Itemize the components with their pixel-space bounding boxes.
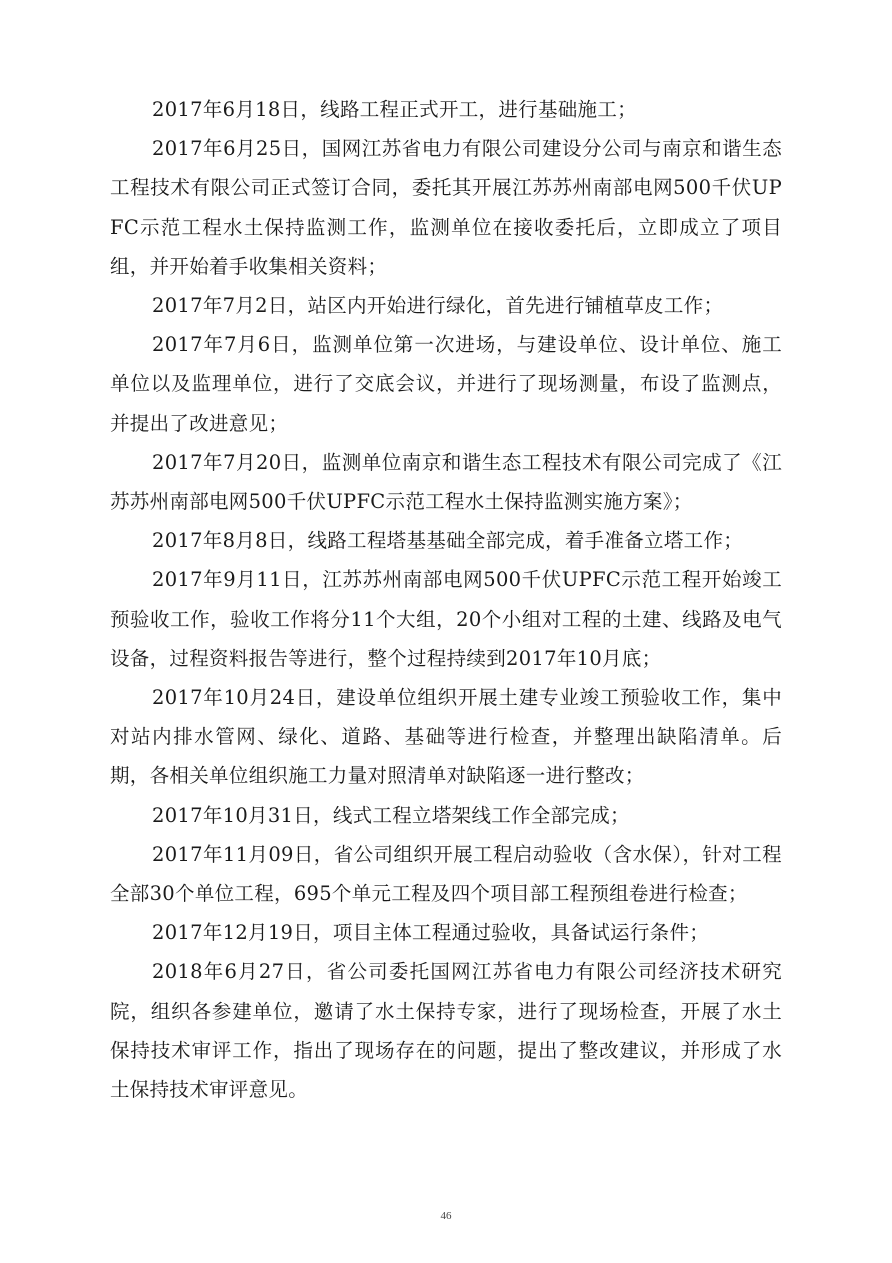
body-text bbox=[110, 90, 782, 1109]
paragraph-2018-06-27: 2018年6月27日，省公司委托国网江苏省电力有限公司经济技术研究院，组织各参建单位，邀请了水土保持专家，进行了现场检查，开展了水土保持技术审评工作，指出了现场存在的问题，提出了整改建议，并形成了水土保持技术审评意见。 bbox=[110, 960, 782, 1102]
paragraph-2017-12-19: 2017年12月19日，项目主体工程通过验收，具备试运行条件； bbox=[152, 921, 710, 945]
paragraph-2017-10-31: 2017年10月31日，线式工程立塔架线工作全部完成； bbox=[152, 803, 630, 827]
paragraph-2017-07-02: 2017年7月2日，站区内开始进行绿化，首先进行铺植草皮工作； bbox=[152, 294, 724, 318]
paragraph-2017-06-18: 2017年6月18日，线路工程正式开工，进行基础施工； bbox=[152, 98, 637, 121]
paragraph-2017-07-20: 2017年7月20日，监测单位南京和谐生态工程技术有限公司完成了《江苏苏州南部电网500千伏UPFC示范工程水土保持监测实施方案》； bbox=[110, 450, 782, 514]
paragraph-2017-07-06: 2017年7月6日，监测单位第一次进场，与建设单位、设计单位、施工单位以及监理单位，进行了交底会议，并进行了现场测量，布设了监测点，并提出了改进意见； bbox=[110, 333, 782, 435]
paragraph-2017-10-24: 2017年10月24日，建设单位组织开展土建专业竣工预验收工作，集中对站内排水管网、绿化、道路、基础等进行检查，并整理出缺陷清单。后期，各相关单位组织施工力量对照清单对缺陷逐一进行整改； bbox=[110, 686, 782, 788]
paragraph-2017-06-25: 2017年6月25日，国网江苏省电力有限公司建设分公司与南京和谐生态工程技术有限公司正式签订合同，委托其开展江苏苏州南部电网500千伏UPFC示范工程水土保持监测工作，监测单位在接收委托后，立即成立了项目组，并开始着手收集相关资料； bbox=[110, 137, 782, 278]
paragraph-2017-08-08: 2017年8月8日，线路工程塔基基础全部完成，着手准备立塔工作； bbox=[152, 529, 744, 553]
page-number: 46 bbox=[440, 1210, 452, 1222]
paragraph-2017-11-09: 2017年11月09日，省公司组织开展工程启动验收（含水保），针对工程全部30个单位工程，695个单元工程及四个项目部工程预组卷进行检查； bbox=[110, 842, 782, 906]
paragraph-2017-09-11: 2017年9月11日，江苏苏州南部电网500千伏UPFC示范工程开始竣工预验收工作，验收工作将分11个大组，20个小组对工程的土建、线路及电气设备，过程资料报告等进行，整个过程持续到2017年10月底； bbox=[110, 568, 782, 670]
